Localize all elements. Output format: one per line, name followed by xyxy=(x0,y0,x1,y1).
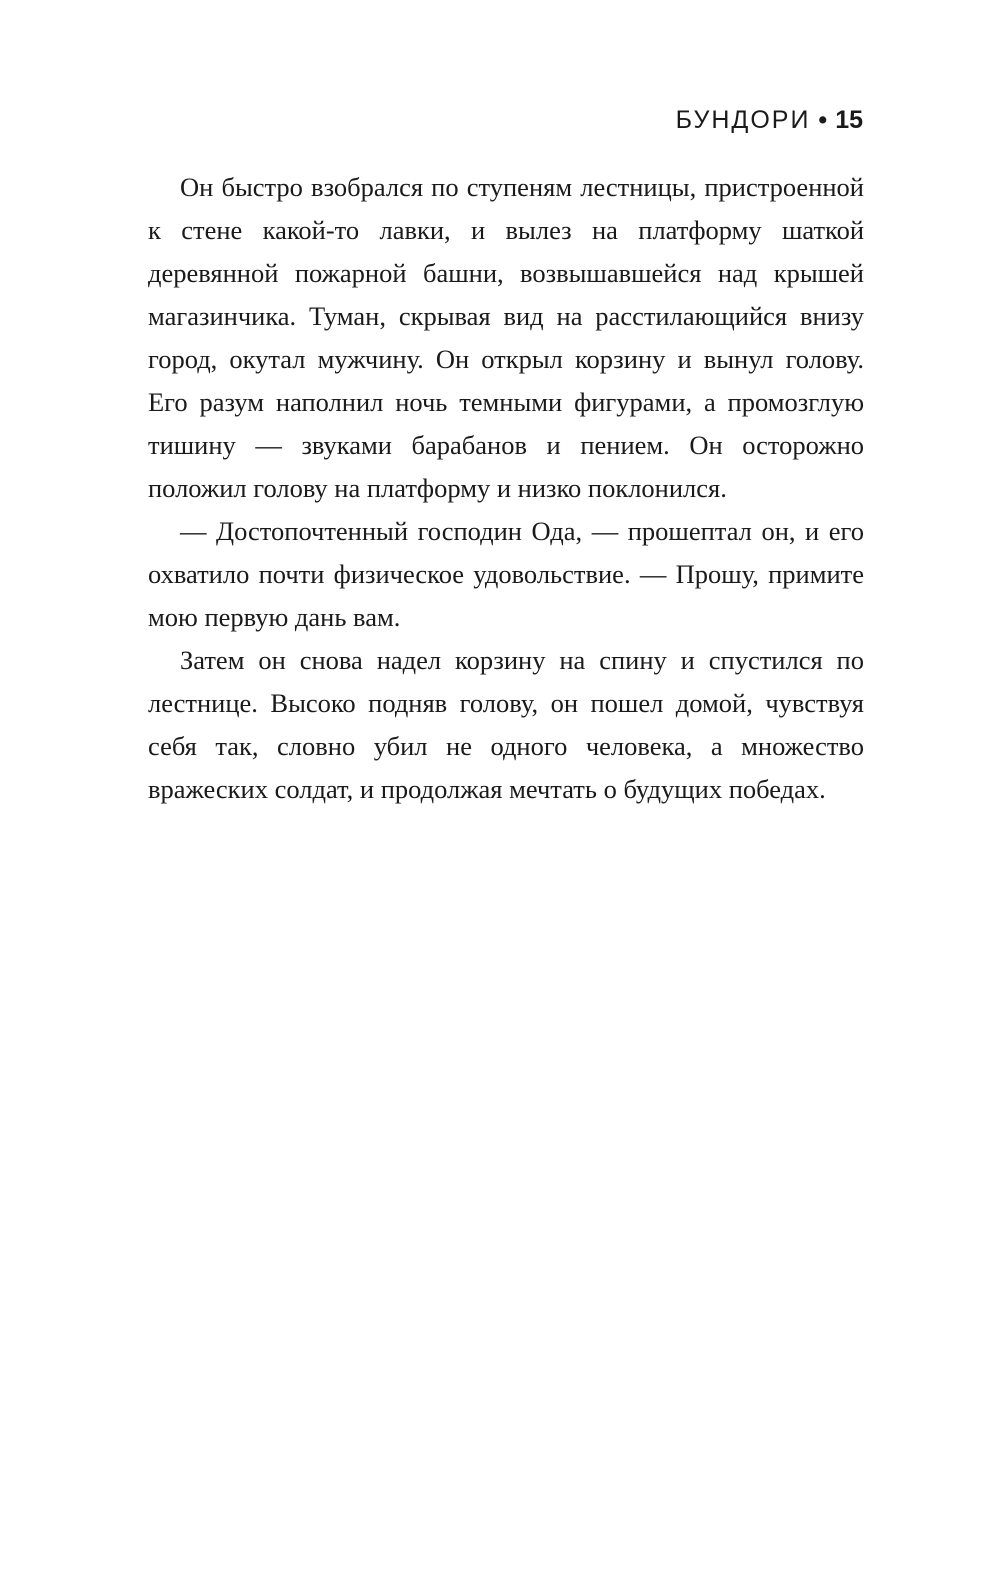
paragraph: — Достопочтенный господин Ода, — прошептал он, и его охватило почти физическое удовольствие. — Прошу, примите мою первую дань вам. xyxy=(148,516,864,632)
book-title: БУНДОРИ xyxy=(675,106,811,134)
page-number: 15 xyxy=(835,106,863,134)
body-text xyxy=(148,166,864,811)
separator-bullet: • xyxy=(818,106,830,134)
running-head xyxy=(676,104,863,136)
paragraph: Затем он снова надел корзину на спину и спустился по лестнице. Высоко подняв голову, он пошел домой, чувствуя себя так, словно убил не одного человека, а множество вражеских солдат, и продолжая мечтать о будущих победах. xyxy=(148,645,864,804)
paragraph: Он быстро взобрался по ступеням лестницы, пристроенной к стене какой-то лавки, и вылез на платформу шаткой деревянной пожарной башни, возвышавшейся над крышей магазинчика. Туман, скрывая вид на расстилающийся внизу город, окутал мужчину. Он открыл корзину и вынул голову. Его разум наполнил ночь темными фигурами, а промозглую тишину — звуками барабанов и пением. Он осторожно положил голову на платформу и низко поклонился. xyxy=(148,172,864,503)
